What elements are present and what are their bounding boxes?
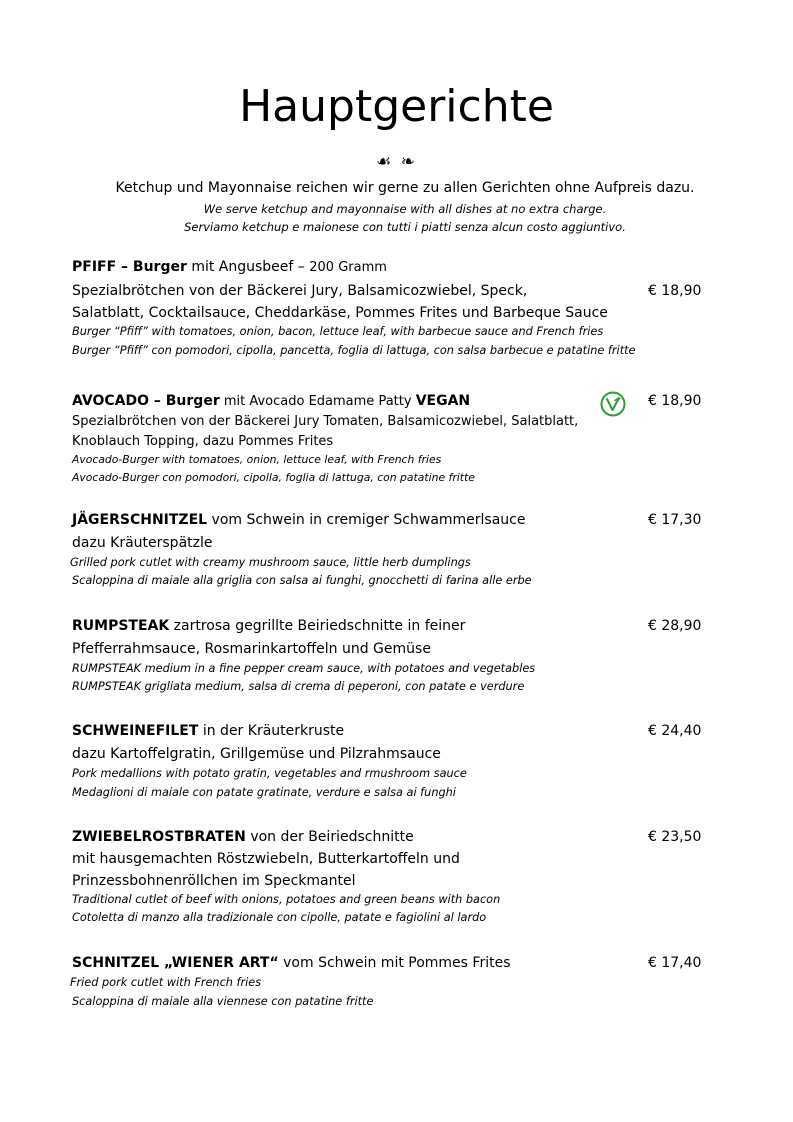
dish-name: AVOCADO – Burger <box>72 393 220 409</box>
vegan-icon <box>600 391 626 417</box>
dish-name-suffix: mit Angusbeef – <box>186 259 310 275</box>
dish-description-line: dazu Kartoffelgratin, Grillgemüse und Pilzrahmsauce <box>72 746 441 762</box>
dish-italian: Medaglioni di maiale con patate gratinate, verdure e salsa ai funghi <box>72 786 456 799</box>
dish-name-suffix: vom Schwein mit Pommes Frites <box>278 955 511 971</box>
dish-description-line: Salatblatt, Cocktailsauce, Cheddarkäse, Pommes Frites und Barbeque Sauce <box>72 305 608 321</box>
dish-name-suffix: vom Schwein in cremiger Schwammerlsauce <box>207 512 526 528</box>
dish-italian: Cotoletta di manzo alla tradizionale con cipolle, patate e fagiolini al lardo <box>72 911 487 924</box>
dish-english: RUMPSTEAK medium in a fine pepper cream sauce, with potatoes and vegetables <box>72 662 536 675</box>
ornament-divider: ☙ ❧ <box>376 152 417 172</box>
dish-italian: Burger “Pfiff” con pomodori, cipolla, pancetta, foglia di lattuga, con salsa barbecue e patatine fritte <box>72 344 636 357</box>
dish-price: € 23,50 <box>648 829 702 845</box>
dish-heading <box>72 720 344 742</box>
dish-description-line: Prinzessbohnenröllchen im Speckmantel <box>72 873 356 889</box>
dish-english: Fried pork cutlet with French fries <box>70 976 262 989</box>
dish-heading <box>72 509 525 531</box>
intro-english: We serve ketchup and mayonnaise with all dishes at no extra charge. <box>203 202 607 216</box>
dish-name: SCHNITZEL „WIENER ART“ <box>72 955 279 971</box>
dish-price: € 28,90 <box>648 618 702 634</box>
intro-italian: Serviamo ketchup e maionese con tutti i piatti senza alcun costo aggiuntivo. <box>184 220 626 234</box>
dish-english: Grilled pork cutlet with creamy mushroom sauce, little herb dumplings <box>70 556 471 569</box>
dish-description-line: Spezialbrötchen von der Bäckerei Jury Tomaten, Balsamicozwiebel, Salatblatt, <box>72 414 579 429</box>
dish-description-line: dazu Kräuterspätzle <box>72 535 213 551</box>
dish-price: € 18,90 <box>648 283 702 299</box>
page-title: Hauptgerichte <box>239 81 554 132</box>
dish-name: PFIFF – Burger <box>72 259 187 275</box>
dish-price: € 18,90 <box>648 393 702 409</box>
dish-price: € 24,40 <box>648 723 702 739</box>
dish-heading <box>72 390 470 413</box>
dish-english: Traditional cutlet of beef with onions, potatoes and green beans with bacon <box>72 893 501 906</box>
dish-description-line: Knoblauch Topping, dazu Pommes Frites <box>72 434 334 449</box>
dish-italian: Scaloppina di maiale alla viennese con patatine fritte <box>72 995 374 1008</box>
dish-english: Pork medallions with potato gratin, vegetables and rmushroom sauce <box>72 767 467 780</box>
dish-name: RUMPSTEAK <box>72 618 170 634</box>
dish-price: € 17,30 <box>648 512 702 528</box>
dish-name-suffix: in der Kräuterkruste <box>198 723 345 739</box>
dish-italian: RUMPSTEAK grigliata medium, salsa di crema di peperoni, con patate e verdure <box>72 680 525 693</box>
dish-name: SCHWEINEFILET <box>72 723 199 739</box>
dish-price: € 17,40 <box>648 955 702 971</box>
dish-english: Avocado-Burger with tomatoes, onion, lettuce leaf, with French fries <box>72 453 442 466</box>
dish-heading <box>72 615 465 637</box>
dish-heading <box>72 256 387 279</box>
dish-description-line: mit hausgemachten Röstzwiebeln, Butterkartoffeln und <box>72 851 460 867</box>
vegan-tag: VEGAN <box>415 393 471 409</box>
intro-german: Ketchup und Mayonnaise reichen wir gerne zu allen Gerichten ohne Aufpreis dazu. <box>115 180 695 196</box>
dish-italian: Avocado-Burger con pomodori, cipolla, foglia di lattuga, con patatine fritte <box>72 471 475 484</box>
dish-name-suffix: zartrosa gegrillte Beiriedschnitte in feiner <box>169 618 466 634</box>
dish-description-line: Spezialbrötchen von der Bäckerei Jury, Balsamicozwiebel, Speck, <box>72 283 528 299</box>
dish-name-suffix: mit Avocado Edamame Patty <box>219 394 416 409</box>
dish-weight: 200 Gramm <box>309 260 387 275</box>
dish-heading <box>72 952 511 974</box>
dish-name: JÄGERSCHNITZEL <box>72 512 208 528</box>
dish-english: Burger “Pfiff” with tomatoes, onion, bacon, lettuce leaf, with barbecue sauce and French fries <box>72 325 604 338</box>
dish-name: ZWIEBELROSTBRATEN <box>72 829 246 845</box>
dish-description-line: Pfefferrahmsauce, Rosmarinkartoffeln und Gemüse <box>72 641 431 657</box>
dish-heading <box>72 826 414 848</box>
dish-italian: Scaloppina di maiale alla griglia con salsa ai funghi, gnocchetti di farina alle erbe <box>72 574 532 587</box>
dish-name-suffix: von der Beiriedschnitte <box>245 829 414 845</box>
